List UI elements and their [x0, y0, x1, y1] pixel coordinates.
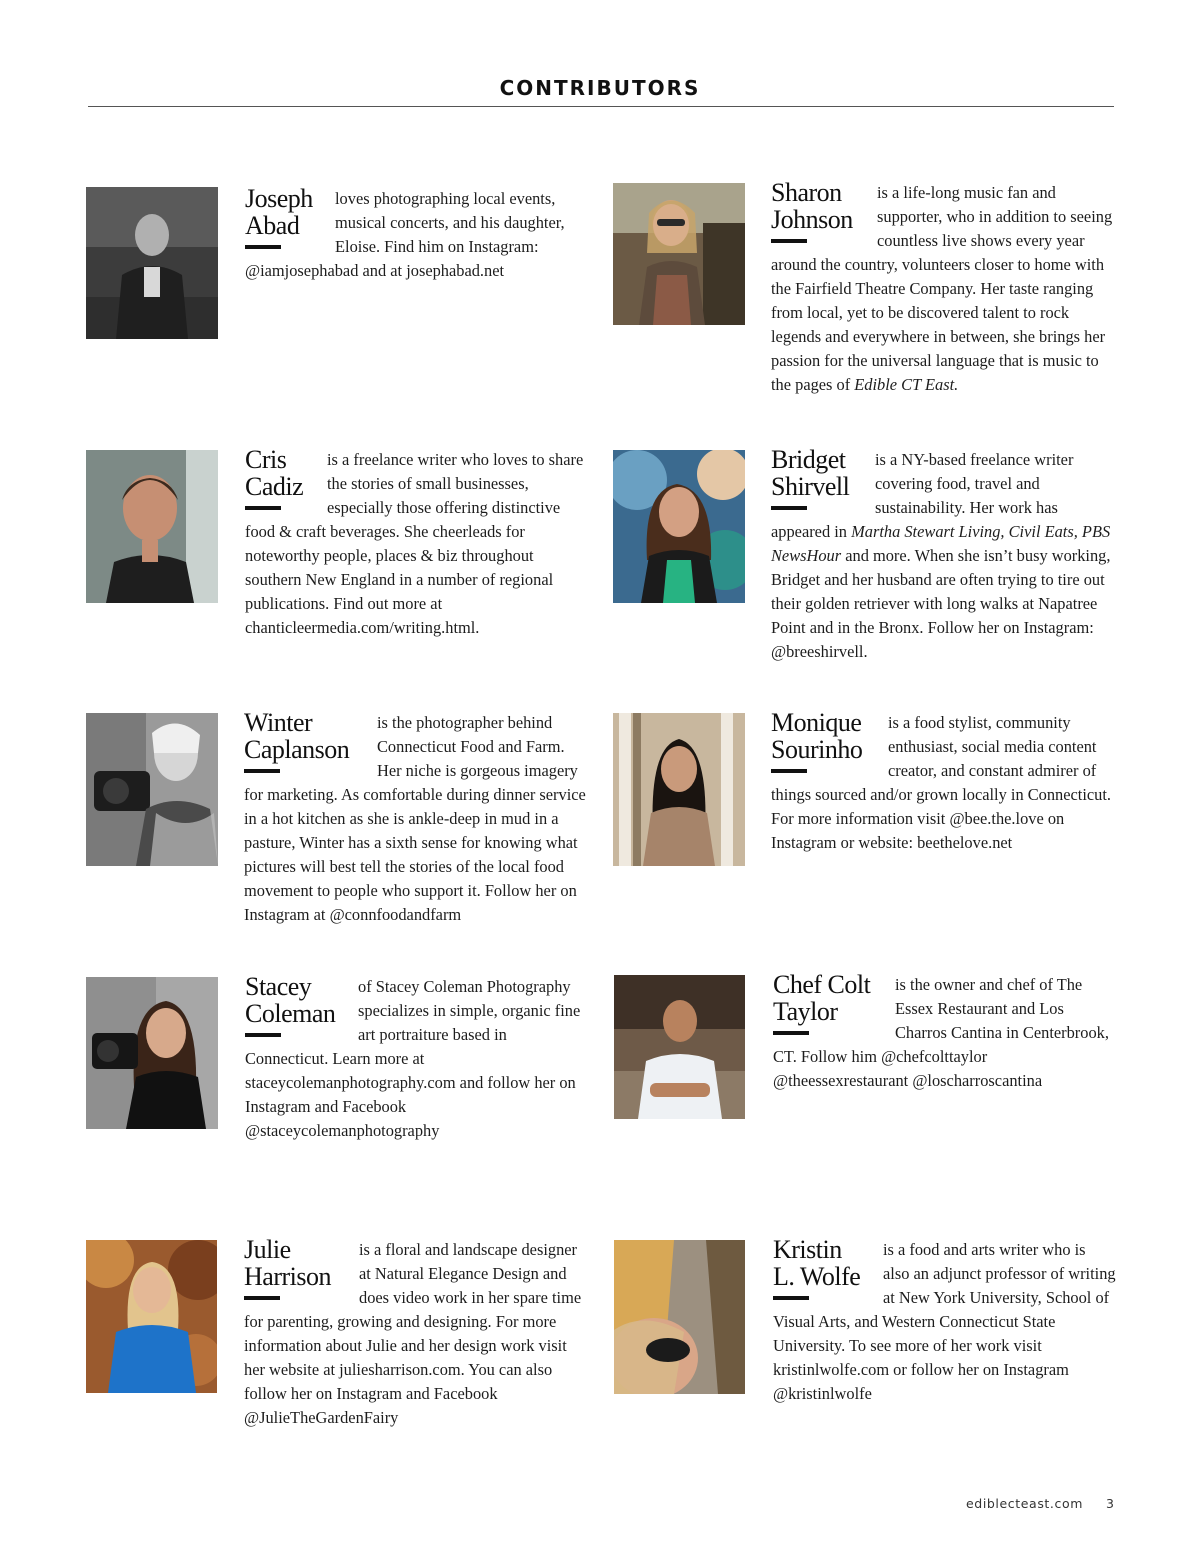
contributor-bio: is the owner and chef of The Essex Restaurant and Los Charros Cantina in Centerbrook, CT. Follow him @chefcolttaylor @theessexrestaurant @loscharroscantina	[773, 975, 1109, 1090]
name-underline	[771, 506, 807, 510]
contributor-photo	[86, 713, 218, 866]
contributor-bio: is the photographer behind Connecticut Food and Farm. Her niche is gorgeous imagery for marketing. As comfortable during dinner service in a hot kitchen as she is ankle-deep in mud in a pasture, Winter has a sixth sense for knowing what pictures will best tell the stories of the local food movement to people who support it. Follow her on Instagram at @connfoodandfarm	[244, 713, 586, 924]
contributor-photo	[613, 713, 745, 866]
contributor-photo	[86, 187, 218, 339]
contributor-name: Kristin	[773, 1235, 842, 1264]
contributor-photo	[86, 977, 218, 1129]
contributor-name: Stacey	[245, 972, 312, 1001]
footer-site: ediblecteast.com	[966, 1496, 1084, 1511]
name-underline	[245, 1033, 281, 1037]
contributor-bio: of Stacey Coleman Photography specializes in simple, organic fine art portraiture based in Connecticut. Learn more at staceycolemanphotography.com and follow her on Instagram and Facebook @staceycolemanphotography	[245, 977, 581, 1140]
contributor-name: Julie	[244, 1235, 291, 1264]
contributor-photo	[613, 183, 745, 325]
contributor-name: Bridget	[771, 445, 846, 474]
name-underline	[771, 769, 807, 773]
contributor-name: Monique	[771, 708, 862, 737]
contributor-photo	[86, 450, 218, 603]
contributor-name: Sharon	[771, 178, 842, 207]
contributor-bio: is a floral and landscape designer at Natural Elegance Design and does video work in her spare time for parenting, growing and designing. For more information about Julie and her design work visit her website at juliesharrison.com. You can also follow her on Instagram and Facebook @JulieTheGardenFairy	[244, 1240, 582, 1427]
page-title: CONTRIBUTORS	[499, 76, 701, 100]
name-underline	[244, 1296, 280, 1300]
contributor-photo	[614, 975, 745, 1119]
name-underline	[771, 239, 807, 243]
contributor-name: Joseph	[245, 184, 313, 213]
contributor-bio: is a freelance writer who loves to share the stories of small businesses, especially those offering distinctive food & craft beverages. She cheerleads for noteworthy people, places & biz throughout southern New England in a number of regional publications. Find out more at chanticleermedia.com/writing.html.	[245, 450, 584, 637]
name-underline	[245, 506, 281, 510]
contributor-bio: is a life-long music fan and supporter, who in addition to seeing countless live shows every year around the country, volunteers closer to home with the Fairfield Theatre Company. Her taste ranging from local, yet to be discovered talent to rock legends and everywhere in between, she brings her passion for the universal language that is music to the pages of Edible CT East.	[771, 183, 1113, 394]
contributor-name: Sourinho	[771, 735, 863, 764]
contributor-name: Chef Colt	[773, 970, 871, 999]
name-underline	[245, 245, 281, 249]
name-underline	[773, 1296, 809, 1300]
contributor-name: Johnson	[771, 205, 853, 234]
name-underline	[773, 1031, 809, 1035]
contributor-name: Shirvell	[771, 472, 850, 501]
contributor-name: Taylor	[773, 997, 838, 1026]
name-underline	[244, 769, 280, 773]
contributor-name: Winter	[244, 708, 313, 737]
contributor-name: L. Wolfe	[773, 1262, 861, 1291]
contributor-name: Abad	[245, 211, 300, 240]
header-divider	[88, 106, 1114, 107]
contributor-name: Coleman	[245, 999, 336, 1028]
contributor-bio: is a food stylist, community enthusiast, social media content creator, and constant admirer of things sourced and/or grown locally in Connecticut. For more information visit @bee.the.love on Instagram or website: beethelove.net	[771, 713, 1112, 852]
page-number: 3	[1106, 1496, 1115, 1511]
contributor-name: Harrison	[244, 1262, 331, 1291]
contributor-bio: is a food and arts writer who is also an adjunct professor of writing at New York University, School of Visual Arts, and Western Connecticut State University. To see more of her work visit kristinlwolfe.com or follow her on Instagram @kristinlwolfe	[773, 1240, 1116, 1403]
contributor-name: Caplanson	[244, 735, 350, 764]
contributor-photo	[614, 1240, 745, 1394]
contributor-photo	[86, 1240, 217, 1393]
contributor-bio: is a NY-based freelance writer covering food, travel and sustainability. Her work has appeared in Martha Stewart Living, Civil Eats, PBS NewsHour and more. When she isn’t busy working, Bridget and her husband are often trying to tire out their golden retriever with long walks at Napatree Point and in the Bronx. Follow her on Instagram: @breeshirvell.	[771, 450, 1111, 661]
contributor-name: Cris	[245, 445, 287, 474]
contributor-name: Cadiz	[245, 472, 304, 501]
contributor-photo	[613, 450, 745, 603]
contributor-bio: loves photographing local events, musical concerts, and his daughter, Eloise. Find him on Instagram: @iamjosephabad and at josephabad.net	[245, 189, 565, 280]
